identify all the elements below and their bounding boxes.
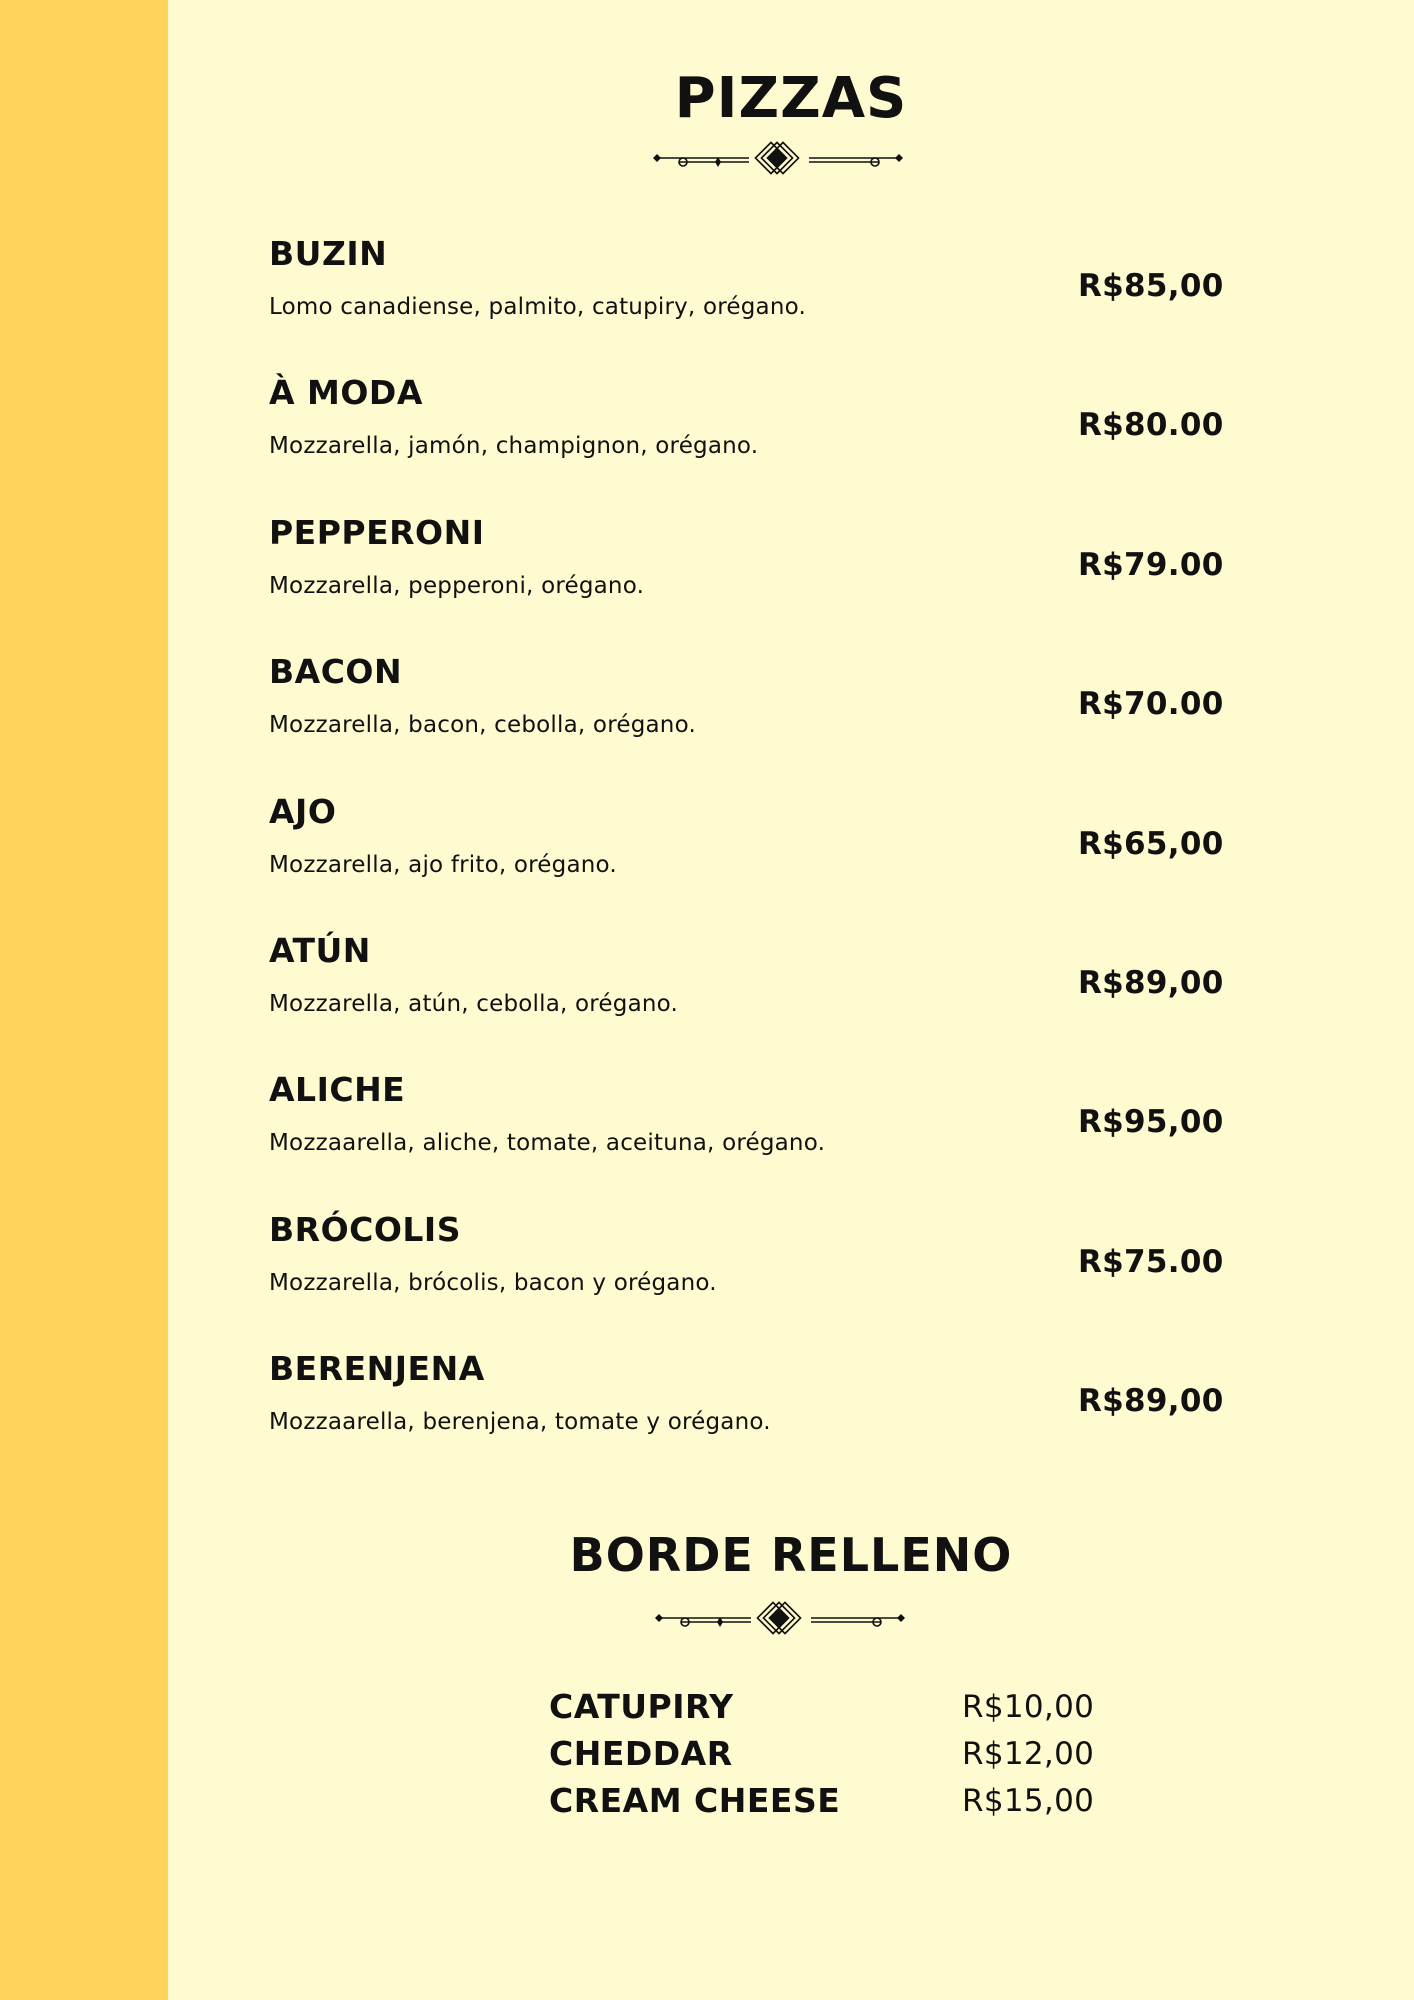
pizza-name: BACON [269, 652, 403, 692]
pizza-price: R$85,00 [1078, 268, 1224, 304]
pizza-description: Mozzarella, pepperoni, orégano. [269, 572, 645, 599]
pizza-name: BRÓCOLIS [269, 1209, 461, 1249]
borde-price: R$15,00 [962, 1783, 1095, 1819]
borde-item-cream-cheese [549, 1780, 1109, 1827]
pizza-price: R$89,00 [1078, 964, 1224, 1001]
pizza-price: R$75.00 [1078, 1243, 1224, 1280]
pizza-price: R$80.00 [1078, 407, 1224, 444]
pizza-item-ajo [269, 788, 1269, 927]
borde-name: CREAM CHEESE [549, 1781, 841, 1820]
pizza-price: R$70.00 [1078, 686, 1224, 723]
pizza-item-brocolis [269, 1206, 1269, 1345]
pizza-item-aliche [269, 1066, 1269, 1205]
borde-price: R$12,00 [962, 1736, 1095, 1772]
pizza-description: Mozzarella, jamón, champignon, orégano. [269, 433, 759, 460]
pizzas-title: PIZZAS [674, 66, 908, 131]
pizza-item-buzin [269, 230, 1269, 369]
pizza-price: R$79.00 [1078, 546, 1224, 583]
pizza-price: R$89,00 [1078, 1383, 1224, 1420]
borde-price: R$10,00 [962, 1689, 1095, 1725]
pizza-item-berenjena [269, 1345, 1269, 1484]
borde-name: CHEDDAR [549, 1734, 733, 1773]
side-stripe [0, 0, 168, 2000]
pizza-name: PEPPERONI [269, 512, 485, 552]
pizza-list [269, 230, 1269, 1485]
pizza-name: ALICHE [269, 1070, 406, 1110]
pizza-name: BERENJENA [269, 1349, 485, 1389]
pizza-description: Mozzarella, bacon, cebolla, orégano. [269, 712, 696, 739]
pizza-description: Mozzaarella, aliche, tomate, aceituna, orégano. [269, 1130, 826, 1157]
borde-relleno-list [549, 1686, 1109, 1827]
pizza-item-pepperoni [269, 509, 1269, 648]
pizza-item-bacon [269, 648, 1269, 787]
menu-page [168, 0, 1414, 2000]
pizza-description: Mozzaarella, berenjena, tomate y orégano. [269, 1409, 771, 1436]
pizza-name: BUZIN [269, 234, 388, 273]
pizza-price: R$65,00 [1078, 825, 1224, 862]
borde-relleno-title: BORDE RELLENO [569, 1528, 1013, 1582]
pizza-description: Mozzarella, ajo frito, orégano. [269, 851, 617, 878]
pizza-name: AJO [269, 791, 337, 831]
pizza-name: ATÚN [269, 930, 371, 970]
borde-item-catupiry [549, 1686, 1109, 1733]
pizza-name: À MODA [269, 373, 423, 413]
pizza-item-atun [269, 927, 1269, 1066]
ornament-divider-icon [651, 1598, 911, 1638]
borde-name: CATUPIRY [549, 1687, 734, 1726]
pizza-description: Lomo canadiense, palmito, catupiry, orégano. [269, 294, 806, 320]
pizza-item-a-moda [269, 369, 1269, 508]
pizza-price: R$95,00 [1078, 1104, 1224, 1141]
pizza-description: Mozzarella, brócolis, bacon y orégano. [269, 1269, 717, 1296]
borde-item-cheddar [549, 1733, 1109, 1780]
pizza-description: Mozzarella, atún, cebolla, orégano. [269, 990, 679, 1017]
ornament-divider-icon [649, 138, 909, 178]
